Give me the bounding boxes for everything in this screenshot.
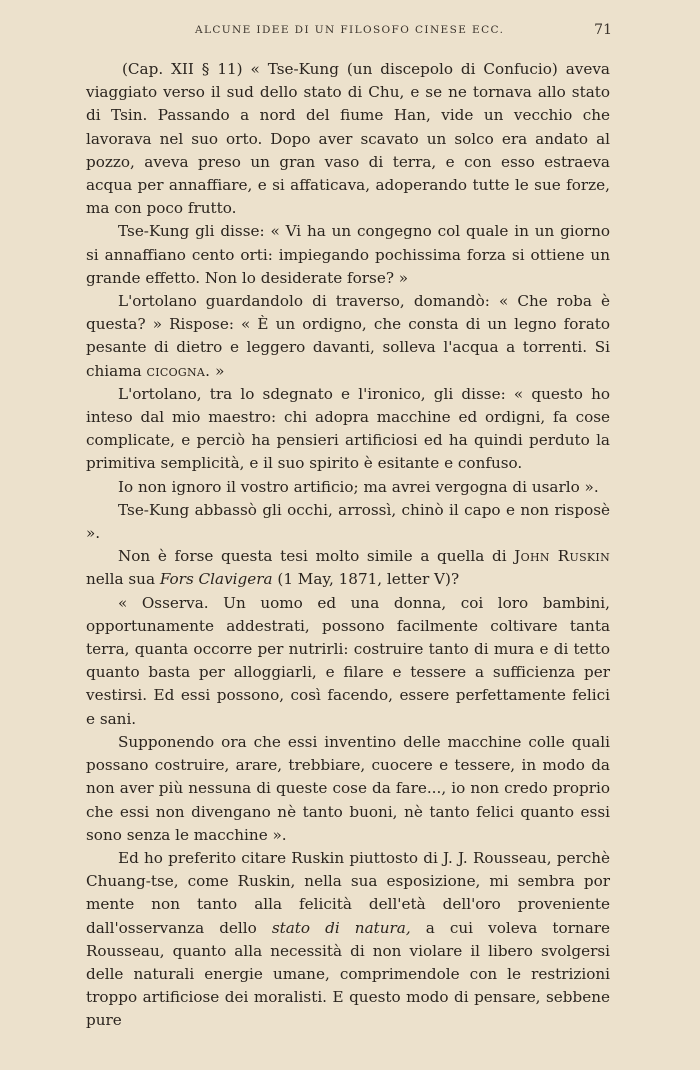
- text-run: »: [210, 361, 225, 380]
- small-caps-term: cicogna.: [146, 361, 211, 380]
- paragraph: Tse-Kung gli disse: « Vi ha un congegno col quale in un giorno si annaffiano cento orti: impiegando pochissima forza si ottiene un grande effetto. Non lo desiderate forse? »: [86, 222, 610, 287]
- italic-phrase: stato di natura,: [271, 918, 411, 937]
- paragraph: « Osserva. Un uomo ed una donna, coi loro bambini, opportunamente addestrati, possono facilmente coltivare tanta terra, quanta occorre per nutrirli: costruire tanto di mura e di tetto quanto basta per alloggiarli, e filare e tessere a sufficienza per vestirsi. Ed essi possono, così facendo, essere perfettamente felici e sani.: [86, 593, 610, 728]
- text-run: L'ortolano guardandolo di traverso, domandò: « Che roba è questa? » Rispose: « È un ordigno, che consta di un legno forato pesante di dietro e leggero davanti, solleva l'acqua a torrenti. Si chiama: [86, 292, 610, 380]
- running-title: ALCUNE IDEE DI UN FILOSOFO CINESE ECC.: [195, 24, 505, 36]
- author-name: John Ruskin: [514, 547, 610, 566]
- text-run: nella sua: [86, 570, 160, 589]
- text-run: Non è forse questa tesi molto simile a quella di: [118, 547, 515, 566]
- paragraph: (Cap. XII § 11) « Tse-Kung (un discepolo di Confucio) aveva viaggiato verso il sud dello stato di Chu, e se ne tornava allo stato di Tsin. Passando a nord del fiume Han, vide un vecchio che lavorava nel suo orto. Dopo aver scavato un solco era andato al pozzo, aveva preso un gran vaso di terra, e con esso estraeva acqua per annaffiare, e si affaticava, adoperando tutte le sue forze, ma con poco frutto.: [86, 60, 610, 218]
- text-run: a cui voleva tornare Rousseau, quanto alla necessità di non violare il libero svolgersi delle naturali energie umane, comprimendole con le restrizioni troppo artificiose dei moralisti. E questo modo di pensare, sebbene pure: [86, 918, 610, 1030]
- body-text: [86, 58, 610, 1033]
- paragraph: Io non ignoro il vostro artificio; ma avrei vergogna di usarlo ».: [118, 477, 599, 496]
- paragraph: [86, 545, 610, 591]
- paragraph: Tse-Kung abbassò gli occhi, arrossì, chinò il capo e non risposè ».: [86, 500, 610, 543]
- paragraph: [86, 290, 610, 383]
- page-number: 71: [594, 22, 612, 38]
- text-run: (1 May, 1871, letter V)?: [272, 570, 460, 589]
- paragraph: L'ortolano, tra lo sdegnato e l'ironico, gli disse: « questo ho inteso dal mio maestro: chi adopra macchine ed ordigni, fa cose complicate, e perciò ha pensieri artificiosi ed ha quindi perduto la primitiva semplicità, e il suo spirito è esitante e confuso.: [86, 384, 610, 473]
- text-run: Ed ho preferito citare Ruskin piuttosto di J. J. Rousseau, perchè Chuang-tse, come Ruskin, nella sua esposizione, mi sembra por mente non tanto alla felicità dell'età dell'oro proveniente dall'osservanza dello: [86, 848, 610, 937]
- paragraph: [86, 847, 610, 1033]
- work-title: Fors Clavigera: [159, 570, 273, 589]
- paragraph: Supponendo ora che essi inventino delle macchine colle quali possano costruire, arare, trebbiare, cuocere e tessere, in modo da non aver più nessuna di queste cose da fare..., io non credo proprio che essi non divengano nè tanto buoni, nè tanto felici quanto essi sono senza le macchine ».: [86, 732, 610, 844]
